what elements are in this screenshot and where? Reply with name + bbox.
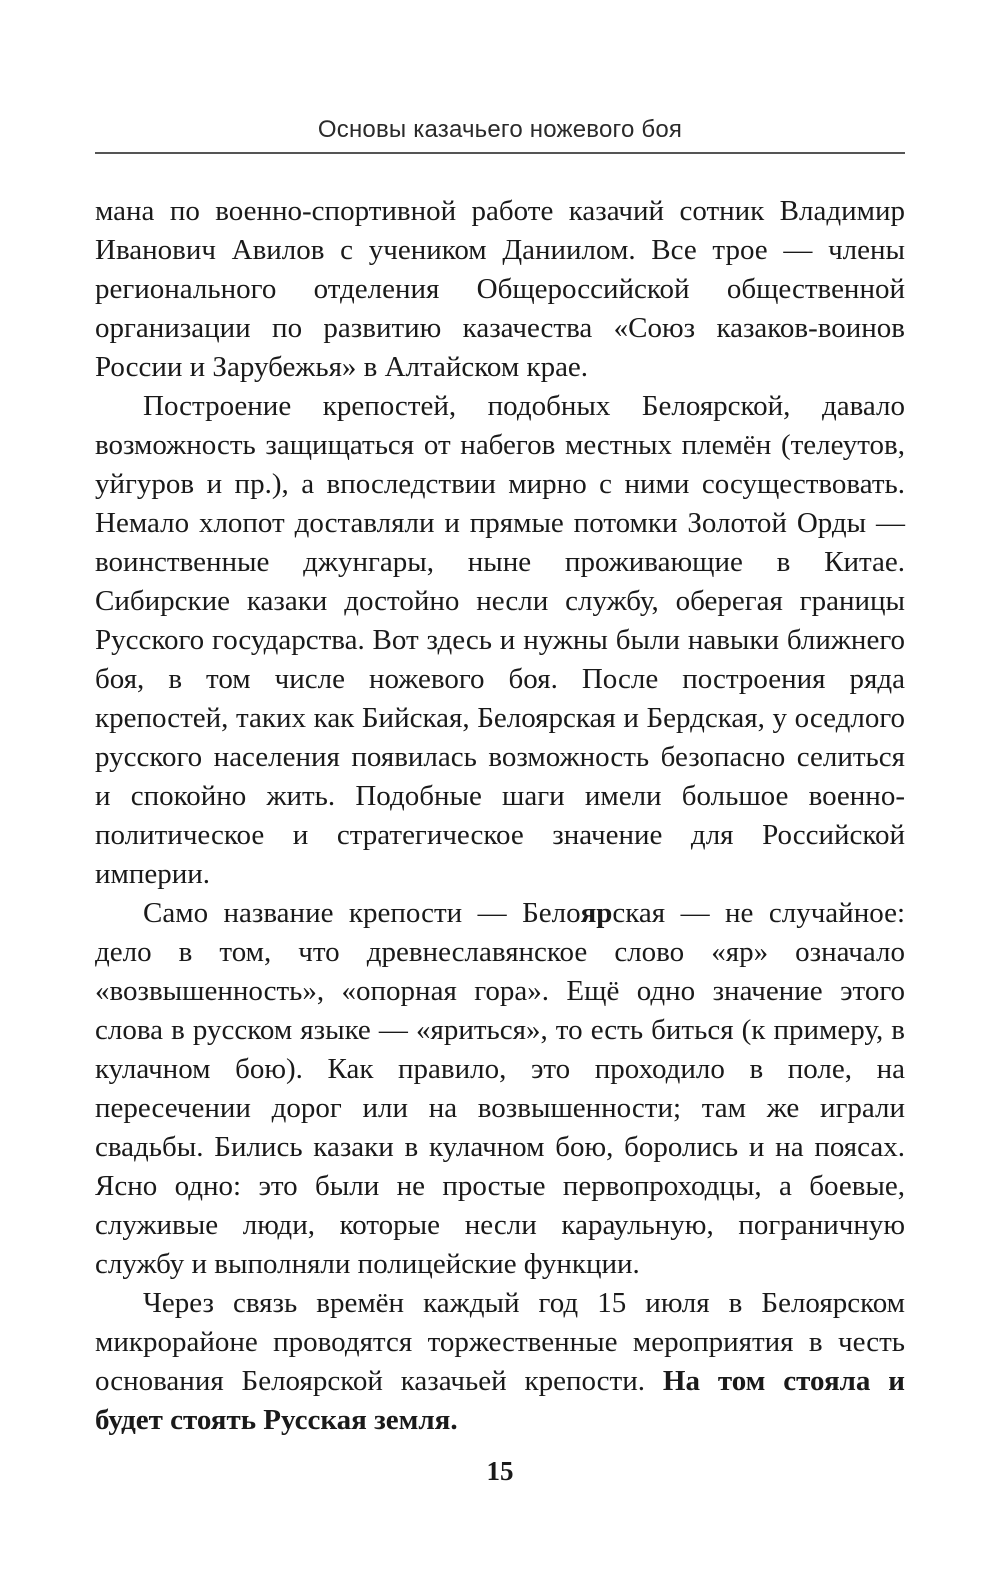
header-rule [95,152,905,154]
page-number: 15 [486,1456,514,1486]
paragraph-3-text-before: Само название крепости — Бело [143,897,581,929]
paragraph-1: мана по военно-спортивной работе казачий сотник Владимир Иванович Авилов с учеником Даниилом. Все трое — члены регионального отделения Общероссийской общественной организации по развитию казачества «Союз казаков-воинов России и Зарубежья» в Алтайском крае. [95,195,905,383]
paragraph-4-closing-bold: На том стояла и будет стоять Русская земля. [95,1365,905,1436]
paragraph-3-emphasis: яр [580,897,613,929]
paragraph-4-text: Через связь времён каждый год 15 июля в Белоярском микрорайоне проводятся торжественные мероприятия в честь основания Белоярской казачьей крепости. [95,1287,905,1397]
running-header: Основы казачьего ножевого боя [317,116,683,143]
body-text [95,192,905,1440]
paragraph-3 [95,894,905,1284]
paragraph-3-text-after: ская — не случайное: дело в том, что древнеславянское слово «яр» означало «возвышенность», «опорная гора». Ещё одно значение этого слова в русском языке — «яриться», то есть биться (к примеру, в кулачном бою). Как правило, это проходило в поле, на пересечении дорог или на возвышенности; там же играли свадьбы. Бились казаки в кулачном бою, боролись и на поясах. Ясно одно: это были не простые первопроходцы, а боевые, служивые люди, которые несли караульную, пограничную службу и выполняли полицейские функции. [95,897,905,1280]
paragraph-2: Построение крепостей, подобных Белоярской, давало возможность защищаться от набегов местных племён (телеутов, уйгуров и пр.), а впоследствии мирно с ними сосуществовать. Немало хлопот доставляли и прямые потомки Золотой Орды — воинственные джунгары, ныне проживающие в Китае. Сибирские казаки достойно несли службу, оберегая границы Русского государства. Вот здесь и нужны были навыки ближнего боя, в том числе ножевого боя. После построения ряда крепостей, таких как Бийская, Белоярская и Бердская, у оседлого русского населения появилась возможность безопасно селиться и спокойно жить. Подобные шаги имели большое военно-политическое и стратегическое значение для Российской империи. [95,390,905,890]
paragraph-4 [95,1284,905,1440]
